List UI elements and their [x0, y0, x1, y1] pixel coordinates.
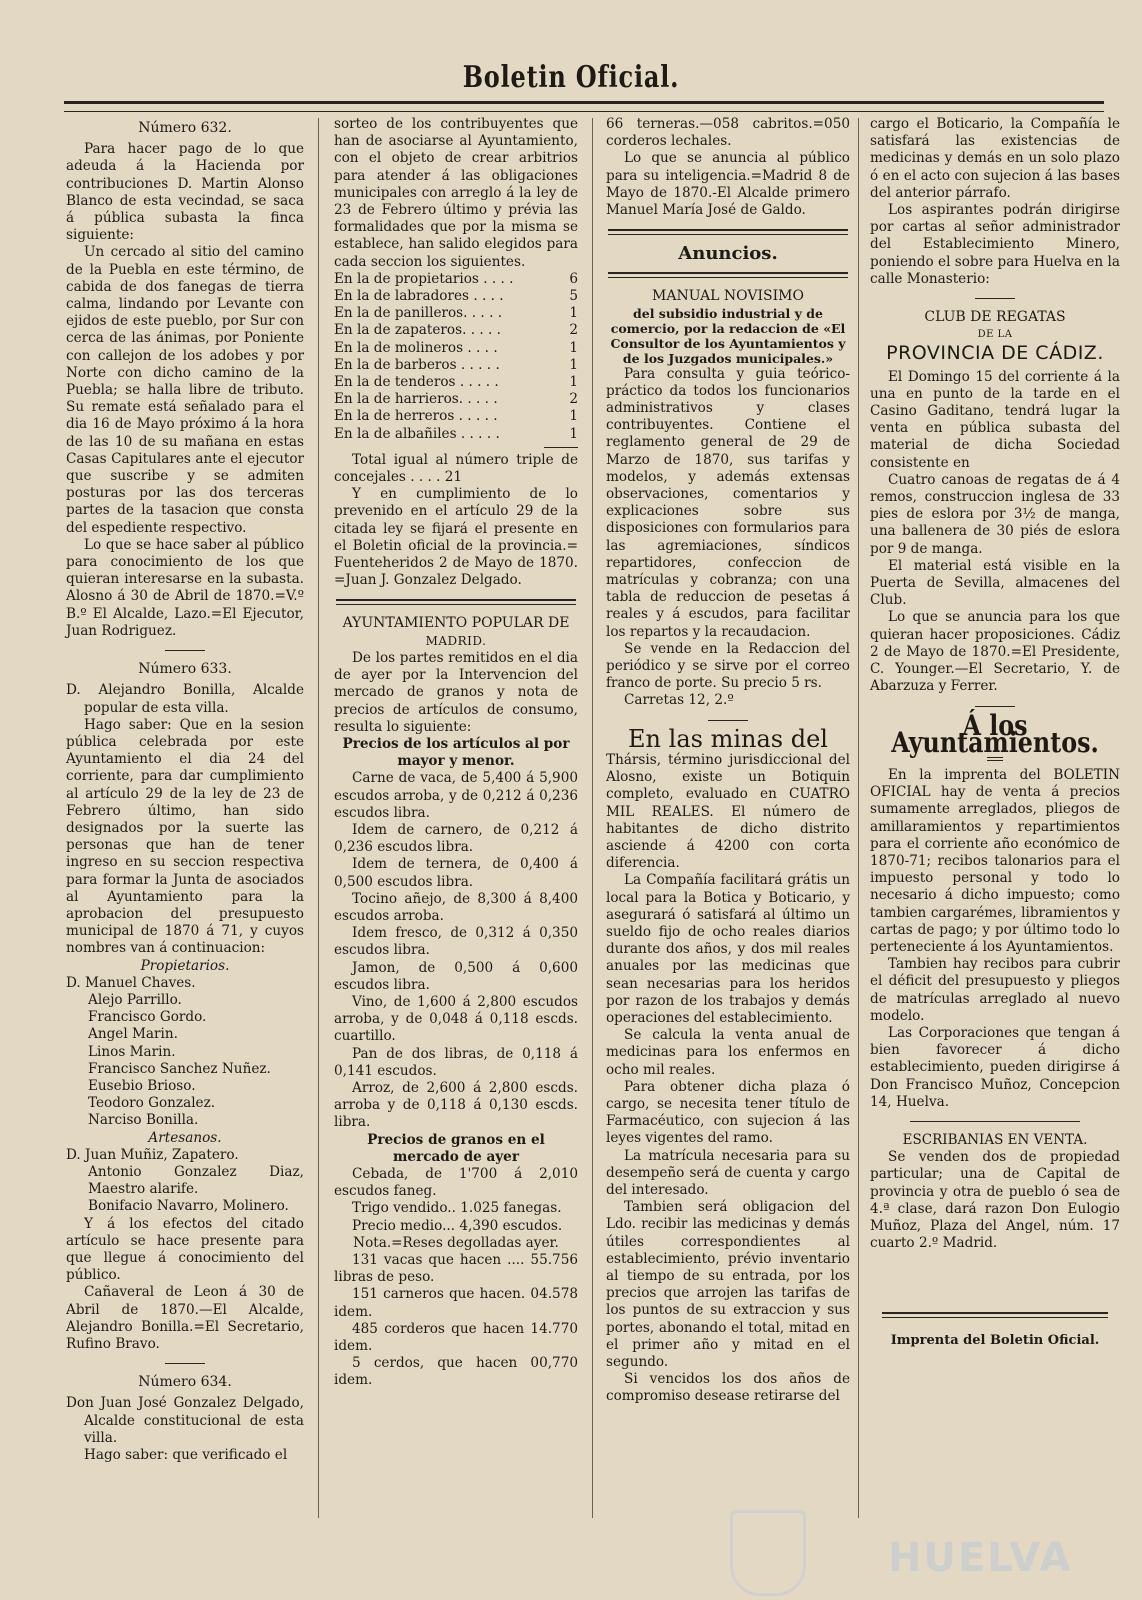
paragraph: Se calcula la venta anual de medicinas para los enfermos en ocho mil reales. — [606, 1027, 850, 1078]
subsection-heading: Precios de granos en el mercado de ayer — [367, 1131, 545, 1165]
table-cell: En la de zapateros. . . . . — [334, 322, 501, 339]
table-cell: 2 — [569, 322, 578, 339]
table-row — [334, 391, 578, 408]
paragraph: Lo que se hace saber al público para conocimiento de los que quieran interesarse en la subasta. Alosno á 30 de Abril de 1870.=V.º B.º El Alcalde, Lazo.=El Ejecutor, Juan Rodriguez. — [66, 536, 304, 639]
list-item: Francisco Sanchez Nuñez. — [88, 1060, 271, 1077]
ad-heading: MANUAL NOVISIMO — [652, 288, 804, 305]
list-item: Angel Marin. — [88, 1026, 178, 1043]
notice-number: Número 632. — [138, 120, 232, 136]
table-row — [334, 288, 578, 305]
watermark: HUELVA — [888, 1535, 1073, 1581]
group-label: Propietarios. — [140, 957, 230, 974]
paragraph: 66 terneras.—058 cabritos.=050 corderos lechales. — [606, 116, 850, 150]
separator — [708, 720, 748, 721]
table-row — [334, 408, 578, 425]
paragraph: La matrícula necesaria para su desempeño será de cuenta y cargo del interesado. — [606, 1147, 850, 1198]
price-item: Cebada, de 1'700 á 2,010 escudos faneg. — [334, 1165, 578, 1200]
ad-heading: PROVINCIA DE CÁDIZ. — [886, 342, 1104, 365]
double-rule — [336, 599, 576, 605]
section-subheading: MADRID. — [425, 633, 487, 648]
table-cell: 1 — [569, 339, 578, 356]
paragraph: Hago saber: que verificado el — [84, 1447, 288, 1464]
table-cell: En la de tenderos . . . . . — [334, 374, 499, 391]
list-item: Linos Marin. — [88, 1043, 176, 1060]
list-item: D. Juan Muñiz, Zapatero. — [66, 1146, 239, 1163]
paragraph: Para consulta y guia teórico-práctico da todos los funcionarios administrativos y clases contribuyentes. Contiene el reglamento general de 29 de Marzo de 1870, sus tarifas y modelos, y además extensas observaciones, comentarios y explicaciones sobre sus disposiciones con formularios para las agremiaciones, síndicos repartidores, confeccion de matrículas y cobranza; con una tabla de reduccion de pesetas á reales y á escudos, para facilitar los repartos y la recaudacion. — [606, 365, 850, 640]
column-4 — [870, 116, 1120, 1350]
double-rule — [608, 272, 848, 278]
table-row — [334, 340, 578, 357]
table-cell: 1 — [569, 425, 578, 442]
paragraph: Cuatro canoas de regatas de á 4 remos, construccion inglesa de 33 pies de eslora por 3½ de manga, una ballenera de 30 piés de eslora por 9 de manga. — [870, 471, 1120, 557]
table-cell: 1 — [569, 305, 578, 322]
paragraph: Los aspirantes podrán dirigirse por cartas al señor administrador del Establecimiento Minero, poniendo el sobre para Huelva en la calle Monasterio: — [870, 202, 1120, 287]
separator — [975, 706, 1015, 707]
paragraph: El Domingo 15 del corriente á la una en punto de la tarde en el Casino Gaditano, tendrá lugar la venta en pública subasta del material de dicha Sociedad consistente en — [870, 368, 1120, 471]
table-row — [334, 322, 578, 339]
masthead-rule — [64, 101, 1104, 112]
table-cell: 1 — [569, 408, 578, 425]
page-masthead: Boletin Oficial. — [462, 60, 680, 95]
notice-number: Número 634. — [138, 1374, 232, 1391]
ad-heading: Á los Ayuntamientos. — [891, 708, 1099, 759]
list-item: Antonio Gonzalez Diaz, Maestro alarife. — [88, 1163, 304, 1198]
paragraph: Lo que se anuncia al público para su inteligencia.=Madrid 8 de Mayo de 1870.-El Alcalde primero Manuel María José de Galdo. — [606, 150, 850, 219]
paragraph: Total igual al número triple de concejales . . . . 21 — [334, 451, 578, 486]
price-item: 131 vacas que hacen .... 55.756 libras de peso. — [334, 1252, 578, 1286]
table-cell: En la de molineros . . . . — [334, 339, 498, 356]
price-item: 151 carneros que hacen. 04.578 idem. — [334, 1286, 578, 1320]
list-item: Eusebio Brioso. — [88, 1077, 196, 1094]
table-cell: 1 — [569, 374, 578, 391]
paragraph: De los partes remitidos en el dia de ayer por la Intervencion del mercado de granos y nota de precios de artículos de consumo, resulta lo siguiente: — [334, 649, 578, 735]
sum-rule — [544, 447, 578, 448]
price-item: Pan de dos libras, de 0,118 á 0,141 escudos. — [334, 1045, 578, 1079]
column-divider — [858, 118, 859, 1518]
price-item: Arroz, de 2,600 á 2,800 escds. arroba y de 0,118 á 0,130 escds. libra. — [334, 1079, 578, 1131]
ad-heading: ESCRIBANIAS EN VENTA. — [902, 1131, 1088, 1148]
table-row — [334, 305, 578, 322]
price-item: Idem de carnero, de 0,212 á 0,236 escudos libra. — [334, 821, 578, 856]
list-item: Teodoro Gonzalez. — [88, 1095, 216, 1112]
ad-heading: CLUB DE REGATAS — [924, 309, 1066, 326]
subsection-heading: Precios de los artículos al por mayor y menor. — [342, 735, 570, 770]
sections-table — [334, 271, 578, 443]
table-cell: En la de herreros . . . . . — [334, 408, 498, 425]
price-item: Vino, de 1,600 á 2,800 escudos arroba, y de 0,048 á 0,118 escds. cuartillo. — [334, 993, 578, 1045]
table-cell: 1 — [569, 356, 578, 373]
paragraph: Carretas 12, 2.º — [624, 692, 734, 709]
paragraph: Thársis, término jurisdiccional del Alosno, existe un Botiquin completo, evaluado en CUATRO MIL REALES. El número de habitantes de dicho distrito asciende á 4200 con corta diferencia. — [606, 751, 850, 872]
paragraph: Y en cumplimiento de lo prevenido en el artículo 29 de la citada ley se fijará el presente en el Boletin oficial de la provincia.= Fuenteheridos 2 de Mayo de 1870. =Juan J. Gonzalez Delgado. — [334, 486, 578, 589]
paragraph: Y á los efectos del citado artículo se hace presente para que llegue á conocimiento del público. — [66, 1215, 304, 1284]
paragraph: Lo que se anuncia para los que quieran hacer proposiciones. Cádiz 2 de Mayo de 1870.=El Presidente, C. Younger.—El Secretario, Y. de Abarzuza y Ferrer. — [870, 609, 1120, 695]
paragraph: Se venden dos de propiedad particular; una de Capital de provincia y otra de pueblo ó sea de 4.ª clase, dará razon Don Eulogio Muñoz, Plaza del Angel, núm. 17 cuarto 2.º Madrid. — [870, 1149, 1120, 1252]
watermark-shield-icon — [730, 1510, 806, 1596]
list-item: Alejo Parrillo. — [88, 991, 182, 1008]
column-1 — [66, 116, 304, 1464]
list-item: D. Manuel Chaves. — [66, 974, 196, 991]
paragraph: Don Juan José Gonzalez Delgado, Alcalde constitucional de esta villa. — [66, 1395, 304, 1446]
separator — [975, 298, 1015, 299]
price-item: 485 corderos que hacen 14.770 idem. — [334, 1320, 578, 1355]
table-cell: 2 — [569, 391, 578, 408]
column-2 — [334, 116, 578, 1390]
double-rule — [608, 229, 848, 235]
paragraph: Tambien hay recibos para cubrir el déficit del presupuesto y pliegos de matrículas arreglado al nuevo modelo. — [870, 956, 1120, 1024]
table-cell: En la de propietarios . . . . — [334, 270, 514, 287]
paragraph: Si vencidos los dos años de compromiso desease retirarse del — [606, 1371, 850, 1405]
section-heading: Anuncios. — [678, 243, 778, 265]
table-cell: En la de barberos . . . . . — [334, 356, 500, 373]
price-item: 5 cerdos, que hacen 00,770 idem. — [334, 1355, 578, 1389]
list-item: Bonifacio Navarro, Molinero. — [88, 1198, 289, 1215]
paragraph: La Compañía facilitará grátis un local para la Botica y Boticario, y asegurará ó satisfará al último un sueldo fijo de ocho reales diarios durante dos años, y dos mil reales anuales por las medicinas que sean necesarias para los heridos por razon de los trabajos y demás operaciones del establecimiento. — [606, 872, 850, 1026]
notice-number: Número 633. — [138, 661, 232, 678]
table-cell: 6 — [569, 270, 578, 287]
separator — [165, 1363, 205, 1364]
table-cell: En la de albañiles . . . . . — [334, 425, 500, 442]
column-3 — [606, 116, 850, 1406]
table-row — [334, 357, 578, 374]
paragraph: Un cercado al sitio del camino de la Puebla en este término, de cabida de dos fanegas de tierra calma, lindando por Levante con ejidos de este pueblo, por Sur con cerca de las ánimas, por Poniente con callejon de los adobes y por Norte con dicho camino de la Puebla; se halla libre de tributo. Su remate está señalado para el dia 16 de Mayo próximo á la hora de las 10 de su mañana en estas Casas Capitulares ante el ejecutor que suscribe y se admiten posturas por las dos terceras partes de la tasacion que consta del espediente respectivo. — [66, 244, 304, 536]
paragraph: sorteo de los contribuyentes que han de asociarse al Ayuntamiento, con el objeto de crear arbitrios para atender á las obligaciones municipales con arreglo á la ley de 23 de Febrero último y prévia las formalidades que por la misma se establece, han salido elegidos para cada seccion los siguientes. — [334, 116, 578, 270]
price-item: Tocino añejo, de 8,300 á 8,400 escudos arroba. — [334, 890, 578, 924]
column-divider — [318, 118, 319, 1518]
ad-heading: En las minas del — [628, 724, 828, 753]
subsection-heading: Nota.=Reses degolladas ayer. — [353, 1234, 559, 1251]
column-divider — [592, 118, 593, 1518]
double-rule — [882, 1312, 1108, 1318]
paragraph: Se vende en la Redaccion del periódico y se sirve por el correo franco de porte. Su precio 5 rs. — [606, 640, 850, 692]
paragraph: Para hacer pago de lo que adeuda á la Hacienda por contribuciones D. Martin Alonso Blanco de esta vecindad, se saca á pública subasta la finca siguiente: — [66, 141, 304, 244]
table-row — [334, 374, 578, 391]
ad-subheading: DE LA — [977, 329, 1013, 341]
section-heading: AYUNTAMIENTO POPULAR DE — [342, 615, 570, 632]
paragraph: Tambien será obligacion del Ldo. recibir las medicinas y demás útiles correspondientes al establecimiento, prévio inventario al tiempo de su entrada, por los precios que arrojen las tarifas de los puntos de su extraccion y sus portes, abonando el total, mitad en el primer año y mitad en el segundo. — [606, 1199, 850, 1370]
price-item: Idem fresco, de 0,312 á 0,350 escudos libra. — [334, 925, 578, 959]
price-item: Precio medio... 4,390 escudos. — [352, 1217, 563, 1234]
paragraph: Cañaveral de Leon á 30 de Abril de 1870.—El Alcalde, Alejandro Bonilla.=El Secretario, Rufino Bravo. — [66, 1284, 304, 1353]
table-cell: En la de panilleros. . . . . — [334, 305, 503, 322]
table-row — [334, 271, 578, 288]
price-item: Carne de vaca, de 5,400 á 5,900 escudos arroba, y de 0,212 á 0,236 escudos libra. — [334, 770, 578, 821]
printer-credit: Imprenta del Boletin Oficial. — [890, 1333, 1100, 1349]
price-item: Idem de ternera, de 0,400 á 0,500 escudos libra. — [334, 856, 578, 890]
separator — [165, 650, 205, 651]
paragraph: Las Corporaciones que tengan á bien favorecer á dicho establecimiento, pueden dirigirse á Don Francisco Muñoz, Concepcion 14, Huelva. — [870, 1024, 1120, 1110]
paragraph: cargo el Boticario, la Compañía le satisfará las existencias de medicinas y demás en un solo plazo ó en el acto con sujecion á las bases del anterior párrafo. — [870, 116, 1120, 201]
table-cell: En la de labradores . . . . — [334, 288, 504, 305]
group-label: Artesanos. — [148, 1129, 222, 1146]
price-item: Trigo vendido.. 1.025 fanegas. — [352, 1200, 562, 1217]
paragraph: En la imprenta del BOLETIN OFICIAL hay de venta á precios sumamente arreglados, pliegos de amillaramientos y repartimientos para el corriente año económico de 1870-71; recibos talonarios para el impuesto personal y todo lo necesario á dicho impuesto; como tambien cargarémes, libramientos y cartas de pago; y por último todo lo perteneciente á los Ayuntamientos. — [870, 766, 1120, 955]
list-item: Narciso Bonilla. — [88, 1112, 199, 1129]
table-cell: En la de harrieros. . . . . — [334, 391, 498, 408]
table-cell: 5 — [569, 288, 578, 305]
separator — [910, 1121, 1080, 1122]
paragraph: Hago saber: Que en la sesion pública celebrada por este Ayuntamiento el dia 24 del corriente, para dar cumplimiento al artículo 29 de la ley de 23 de Febrero último, han sido designados por la suerte las personas que han de tener ingreso en su seccion respectiva para formar la Junta de asociados al Ayuntamiento para la aprobacion del presupuesto municipal de 1870 á 71, y cuyos nombres van á continuacion: — [66, 716, 304, 957]
ad-subheading: del subsidio industrial y de comercio, por la redaccion de «El Consultor de los Ayuntamientos y de los Juzgados municipales.» — [610, 305, 846, 366]
price-item: Jamon, de 0,500 á 0,600 escudos libra. — [334, 959, 578, 993]
paragraph: D. Alejandro Bonilla, Alcalde popular de esta villa. — [66, 682, 304, 716]
list-item: Francisco Gordo. — [88, 1009, 207, 1026]
paragraph: Para obtener dicha plaza ó cargo, se necesita tener título de Farmacéutico, con sujecion á las leyes vigentes del ramo. — [606, 1078, 850, 1147]
table-row — [334, 426, 578, 443]
paragraph: El material está visible en la Puerta de Sevilla, almacenes del Club. — [870, 557, 1120, 609]
